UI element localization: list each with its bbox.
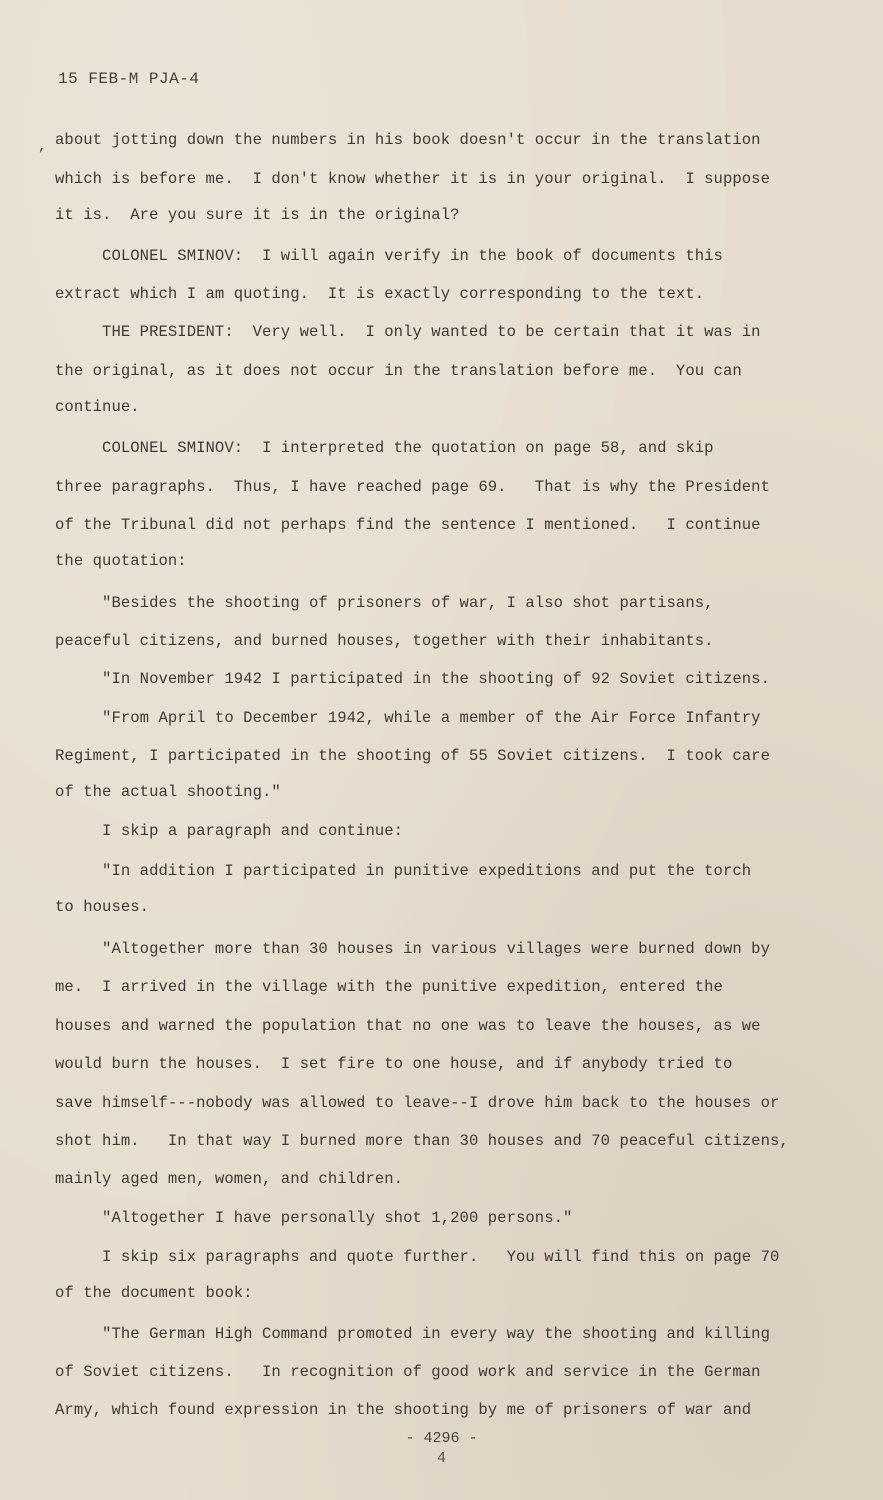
text-line: about jotting down the numbers in his book doesn't occur in the translation [55,131,761,149]
text-line: THE PRESIDENT: Very well. I only wanted to be certain that it was in [55,323,761,341]
text-line: me. I arrived in the village with the punitive expedition, entered the [55,978,723,996]
text-line: continue. [55,398,140,416]
text-line: of the Tribunal did not perhaps find the sentence I mentioned. I continue [55,516,761,534]
text-line: would burn the houses. I set fire to one house, and if anybody tried to [55,1055,733,1073]
text-line: "From April to December 1942, while a member of the Air Force Infantry [55,709,761,727]
text-line: which is before me. I don't know whether it is in your original. I suppose [55,170,770,188]
text-line: "In addition I participated in punitive expeditions and put the torch [55,862,752,880]
text-line: it is. Are you sure it is in the original? [55,206,460,224]
page-number: - 4296 - [405,1430,478,1447]
text-line: extract which I am quoting. It is exactly corresponding to the text. [55,285,705,303]
margin-mark: , [38,139,47,155]
text-line: save himself---nobody was allowed to leave--I drove him back to the houses or [55,1094,780,1112]
handwritten-page-number: 4 [436,1450,446,1467]
text-line: of Soviet citizens. In recognition of good work and service in the German [55,1363,761,1381]
text-line: of the actual shooting." [55,783,281,801]
text-line: "In November 1942 I participated in the shooting of 92 Soviet citizens. [55,670,770,688]
text-line: mainly aged men, women, and children. [55,1170,404,1188]
text-line: three paragraphs. Thus, I have reached page 69. That is why the President [55,478,770,496]
text-line: "Altogether more than 30 houses in various villages were burned down by [55,940,770,958]
text-line: of the document book: [55,1284,253,1302]
text-line: "Besides the shooting of prisoners of war, I also shot partisans, [55,594,714,612]
document-header: 15 FEB-M PJA-4 [58,70,200,88]
text-line: I skip a paragraph and continue: [55,822,404,840]
text-line: the original, as it does not occur in the translation before me. You can [55,362,742,380]
text-line: peaceful citizens, and burned houses, together with their inhabitants. [55,632,714,650]
text-line: the quotation: [55,552,187,570]
text-line: "Altogether I have personally shot 1,200 persons." [55,1209,573,1227]
text-line: COLONEL SMINOV: I will again verify in the book of documents this [55,247,723,265]
text-line: COLONEL SMINOV: I interpreted the quotation on page 58, and skip [55,439,714,457]
text-line: I skip six paragraphs and quote further. You will find this on page 70 [55,1248,780,1266]
text-line: to houses. [55,898,150,916]
text-line: houses and warned the population that no one was to leave the houses, as we [55,1017,761,1035]
text-line: "The German High Command promoted in every way the shooting and killing [55,1325,770,1343]
text-line: shot him. In that way I burned more than 30 houses and 70 peaceful citizens, [55,1132,789,1150]
text-line: Army, which found expression in the shooting by me of prisoners of war and [55,1401,752,1419]
text-line: Regiment, I participated in the shooting of 55 Soviet citizens. I took care [55,747,770,765]
